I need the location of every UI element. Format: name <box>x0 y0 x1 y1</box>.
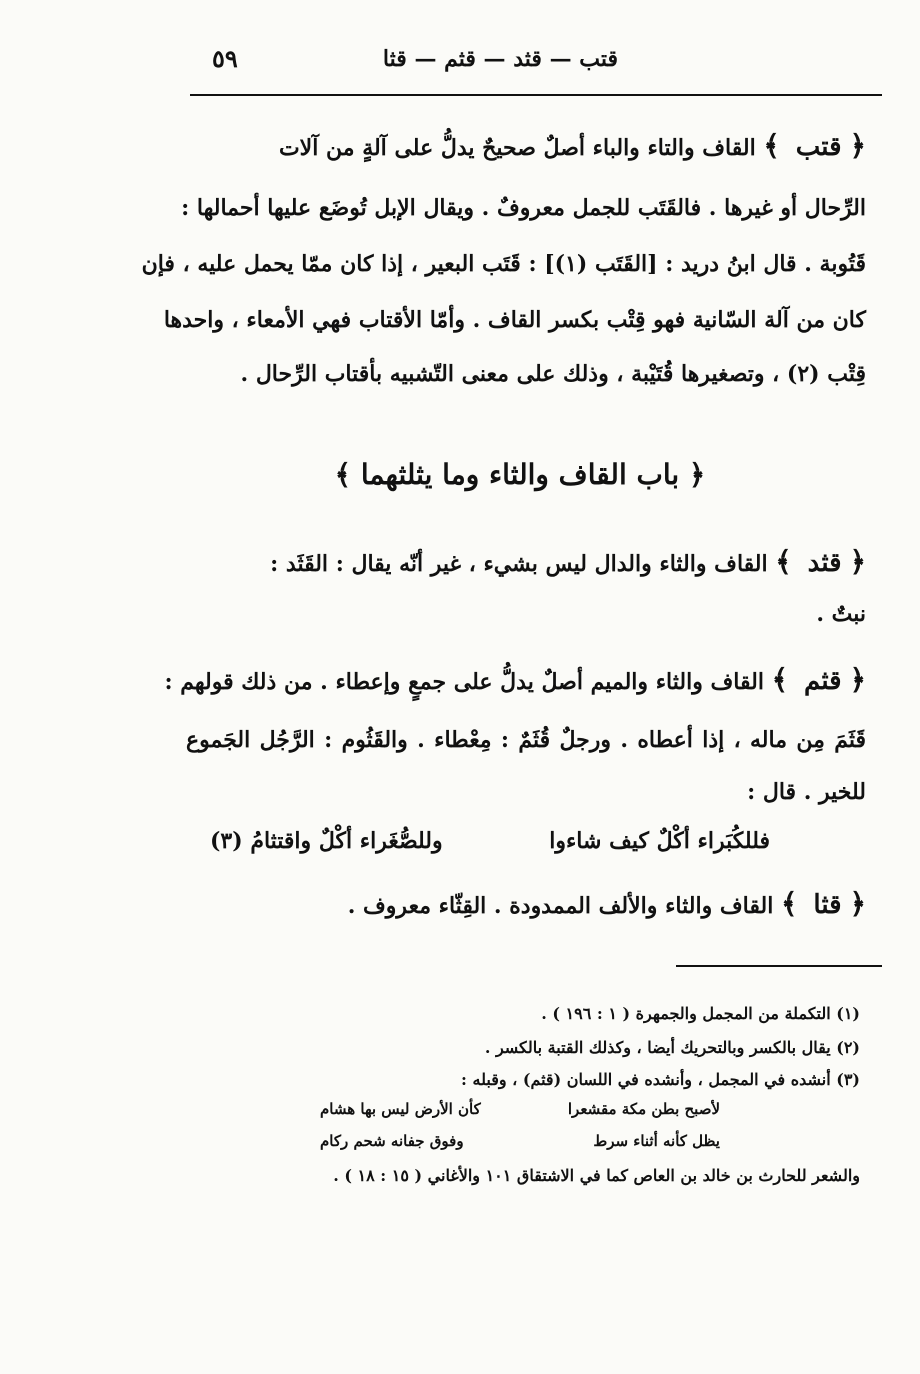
entry-text: القاف والثاء والميم أصلٌ يدلُّ على جمعٍ وإعطاء . من ذلك قولهم : <box>164 669 764 695</box>
footnote-2: (٢) يقال بالكسر وبالتحريك أيضا ، وكذلك القتبة بالكسر . <box>484 1038 860 1057</box>
footnote-1: (١) التكملة من المجمل والجمهرة ( ١ : ١٩٦ ) . <box>541 1004 860 1023</box>
header-rule <box>190 94 882 96</box>
entry-line <box>348 886 866 924</box>
entry-qtb <box>141 128 866 398</box>
ornament-close: ﴾ <box>763 129 780 162</box>
entry-line: كان من آلة السّانية فهو قِتْب بكسر القاف . وأمّا الأقتاب فهي الأمعاء ، واحدها <box>163 307 866 333</box>
verse-second-hemistich: وللصُّغَراء أكْلٌ واقتثامُ (٣) <box>210 828 443 854</box>
entry-line: الرِّحال أو غيرها . فالقَتَب للجمل معروفٌ . ويقال الإبل تُوضَع عليها أحمالها : <box>181 195 866 221</box>
poetry-verse <box>210 828 770 864</box>
verse-first-hemistich: فللكُبَراء أكْلٌ كيف شاءوا <box>549 828 770 854</box>
entry-line <box>270 544 866 582</box>
entry-text: القاف والتاء والباء أصلٌ صحيحٌ يدلُّ على آلةٍ من آلات <box>278 135 756 161</box>
entry-text: القاف والثاء والدال ليس بشيء ، غير أنّه يقال : القَثَد : <box>270 551 768 577</box>
entry-headword: قثا <box>813 890 842 920</box>
entry-line <box>279 128 866 166</box>
entry-text: القاف والثاء والألف الممدودة . القِثّاء معروف . <box>347 893 774 919</box>
entry-qthm <box>164 662 866 812</box>
footnote-rule <box>676 965 882 967</box>
chapter-heading: ﴿ باب القاف والثاء وما يثلثهما ﴾ <box>334 458 706 491</box>
entry-headword: قتب <box>795 132 842 162</box>
entry-headword: قثم <box>804 666 842 696</box>
running-head: قتب — قثد — قثم — قثا <box>382 46 618 72</box>
ornament-close: ﴾ <box>780 887 798 920</box>
ornament-close: ﴾ <box>771 663 789 696</box>
ornament-open: ﴿ <box>849 663 866 696</box>
ornament-close: ﴾ <box>775 545 792 578</box>
ornament-open: ﴿ <box>849 545 866 578</box>
entry-qthd <box>186 544 866 634</box>
entry-line: قَتُوبة . قال ابنُ دريد : [القَتَب (١)] : قَتَب البعير ، إذا كان ممّا يحمل عليه ، فإن <box>141 251 866 277</box>
entry-line: نبتٌ . <box>816 601 866 627</box>
entry-line: للخير . قال : <box>747 779 866 805</box>
footnote-3: (٣) أنشده في المجمل ، وأنشده في اللسان (قثم) ، وقبله : <box>461 1070 860 1089</box>
entry-qtha <box>186 886 866 936</box>
ornament-open: ﴿ <box>849 887 866 920</box>
footnote-verse-2-first: وفوق جفانه شحم ركام <box>320 1132 464 1150</box>
footnote-verse-1-second: لأصبح بطن مكة مقشعرا <box>567 1100 720 1118</box>
ornament-open: ﴿ <box>849 129 866 162</box>
footnote-verse-1-first: كأن الأرض ليس بها هشام <box>320 1100 481 1118</box>
entry-line <box>164 662 866 700</box>
footnote-verse-2-second: يظل كأنه أثناء سرط <box>593 1132 720 1150</box>
page-header <box>190 44 880 84</box>
page-number: ٥٩ <box>212 44 238 73</box>
entry-headword: قثد <box>807 548 842 578</box>
entry-line: قِتْب (٢) ، وتصغيرها قُتَيْبة ، وذلك على معنى التّشبيه بأقتاب الرِّحال . <box>240 361 866 387</box>
entry-line: قَثَمَ مِن ماله ، إذا أعطاه . ورجلٌ قُثَمٌ : مِعْطاء . والقَثُوم : الرَّجُل الجَموع <box>186 727 866 753</box>
footnote-3-attribution: والشعر للحارث بن خالد بن العاص كما في الاشتقاق ١٠١ والأغاني ( ١٥ : ١٨ ) . <box>333 1166 860 1185</box>
